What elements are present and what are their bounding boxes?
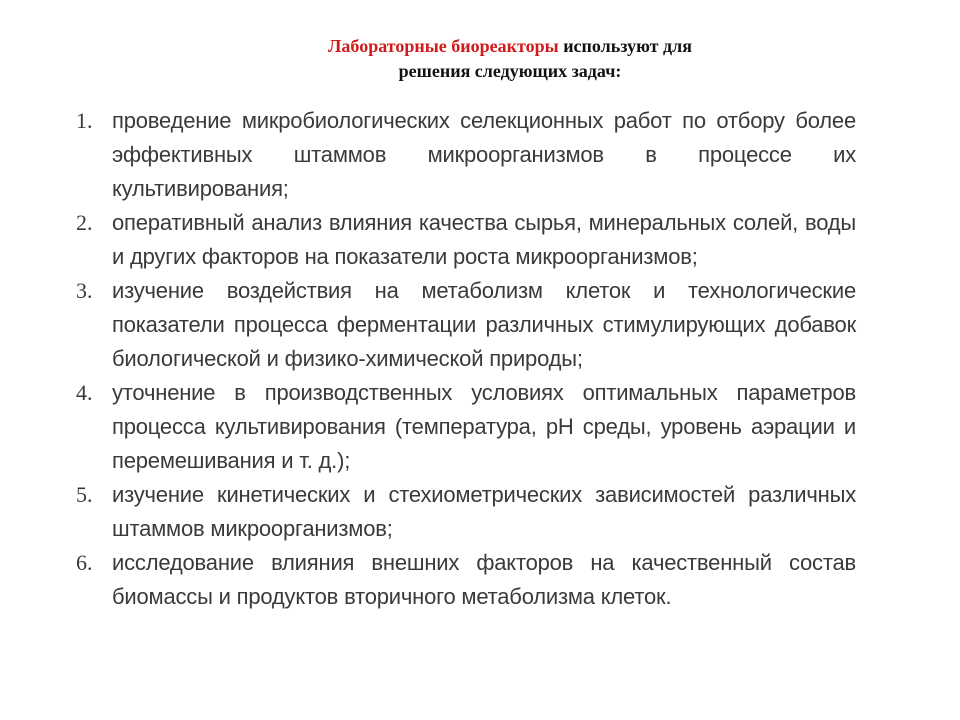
list-item-number: 4. xyxy=(76,380,93,405)
list-item-number: 1. xyxy=(76,108,93,133)
list-item xyxy=(76,478,856,546)
list-item-number: 6. xyxy=(76,550,93,575)
list-item-number: 5. xyxy=(76,482,93,507)
title-line2: решения следующих задач: xyxy=(398,61,622,81)
list-item-text: исследование влияния внешних факторов на качественный состав биомассы и продуктов вторичного метаболизма клеток. xyxy=(112,550,856,609)
list-item-text: изучение кинетических и стехиометрических зависимостей различных штаммов микроорганизмов; xyxy=(112,482,856,541)
list-item-number: 3. xyxy=(76,278,93,303)
list-item xyxy=(76,274,856,376)
list-item-text: проведение микробиологических селекционных работ по отбору более эффективных штаммов микроорганизмов в процессе их культивирования; xyxy=(112,108,856,201)
list-item xyxy=(76,376,856,478)
list-item-text: оперативный анализ влияния качества сырья, минеральных солей, воды и других факторов на показатели роста микроорганизмов; xyxy=(112,210,856,269)
title-accent: Лабораторные биореакторы xyxy=(328,36,559,56)
task-list xyxy=(76,104,856,614)
list-item xyxy=(76,104,856,206)
title-rest: используют для xyxy=(558,36,692,56)
list-item-text: изучение воздействия на метаболизм клеток и технологические показатели процесса ферментации различных стимулирующих добавок биологической и физико-химической природы; xyxy=(112,278,856,371)
list-item-number: 2. xyxy=(76,210,93,235)
list-item-text: уточнение в производственных условиях оптимальных параметров процесса культивирования (температура, pH среды, уровень аэрации и перемешивания и т. д.); xyxy=(112,380,856,473)
list-item xyxy=(76,546,856,614)
slide-title xyxy=(250,34,770,84)
list-item xyxy=(76,206,856,274)
